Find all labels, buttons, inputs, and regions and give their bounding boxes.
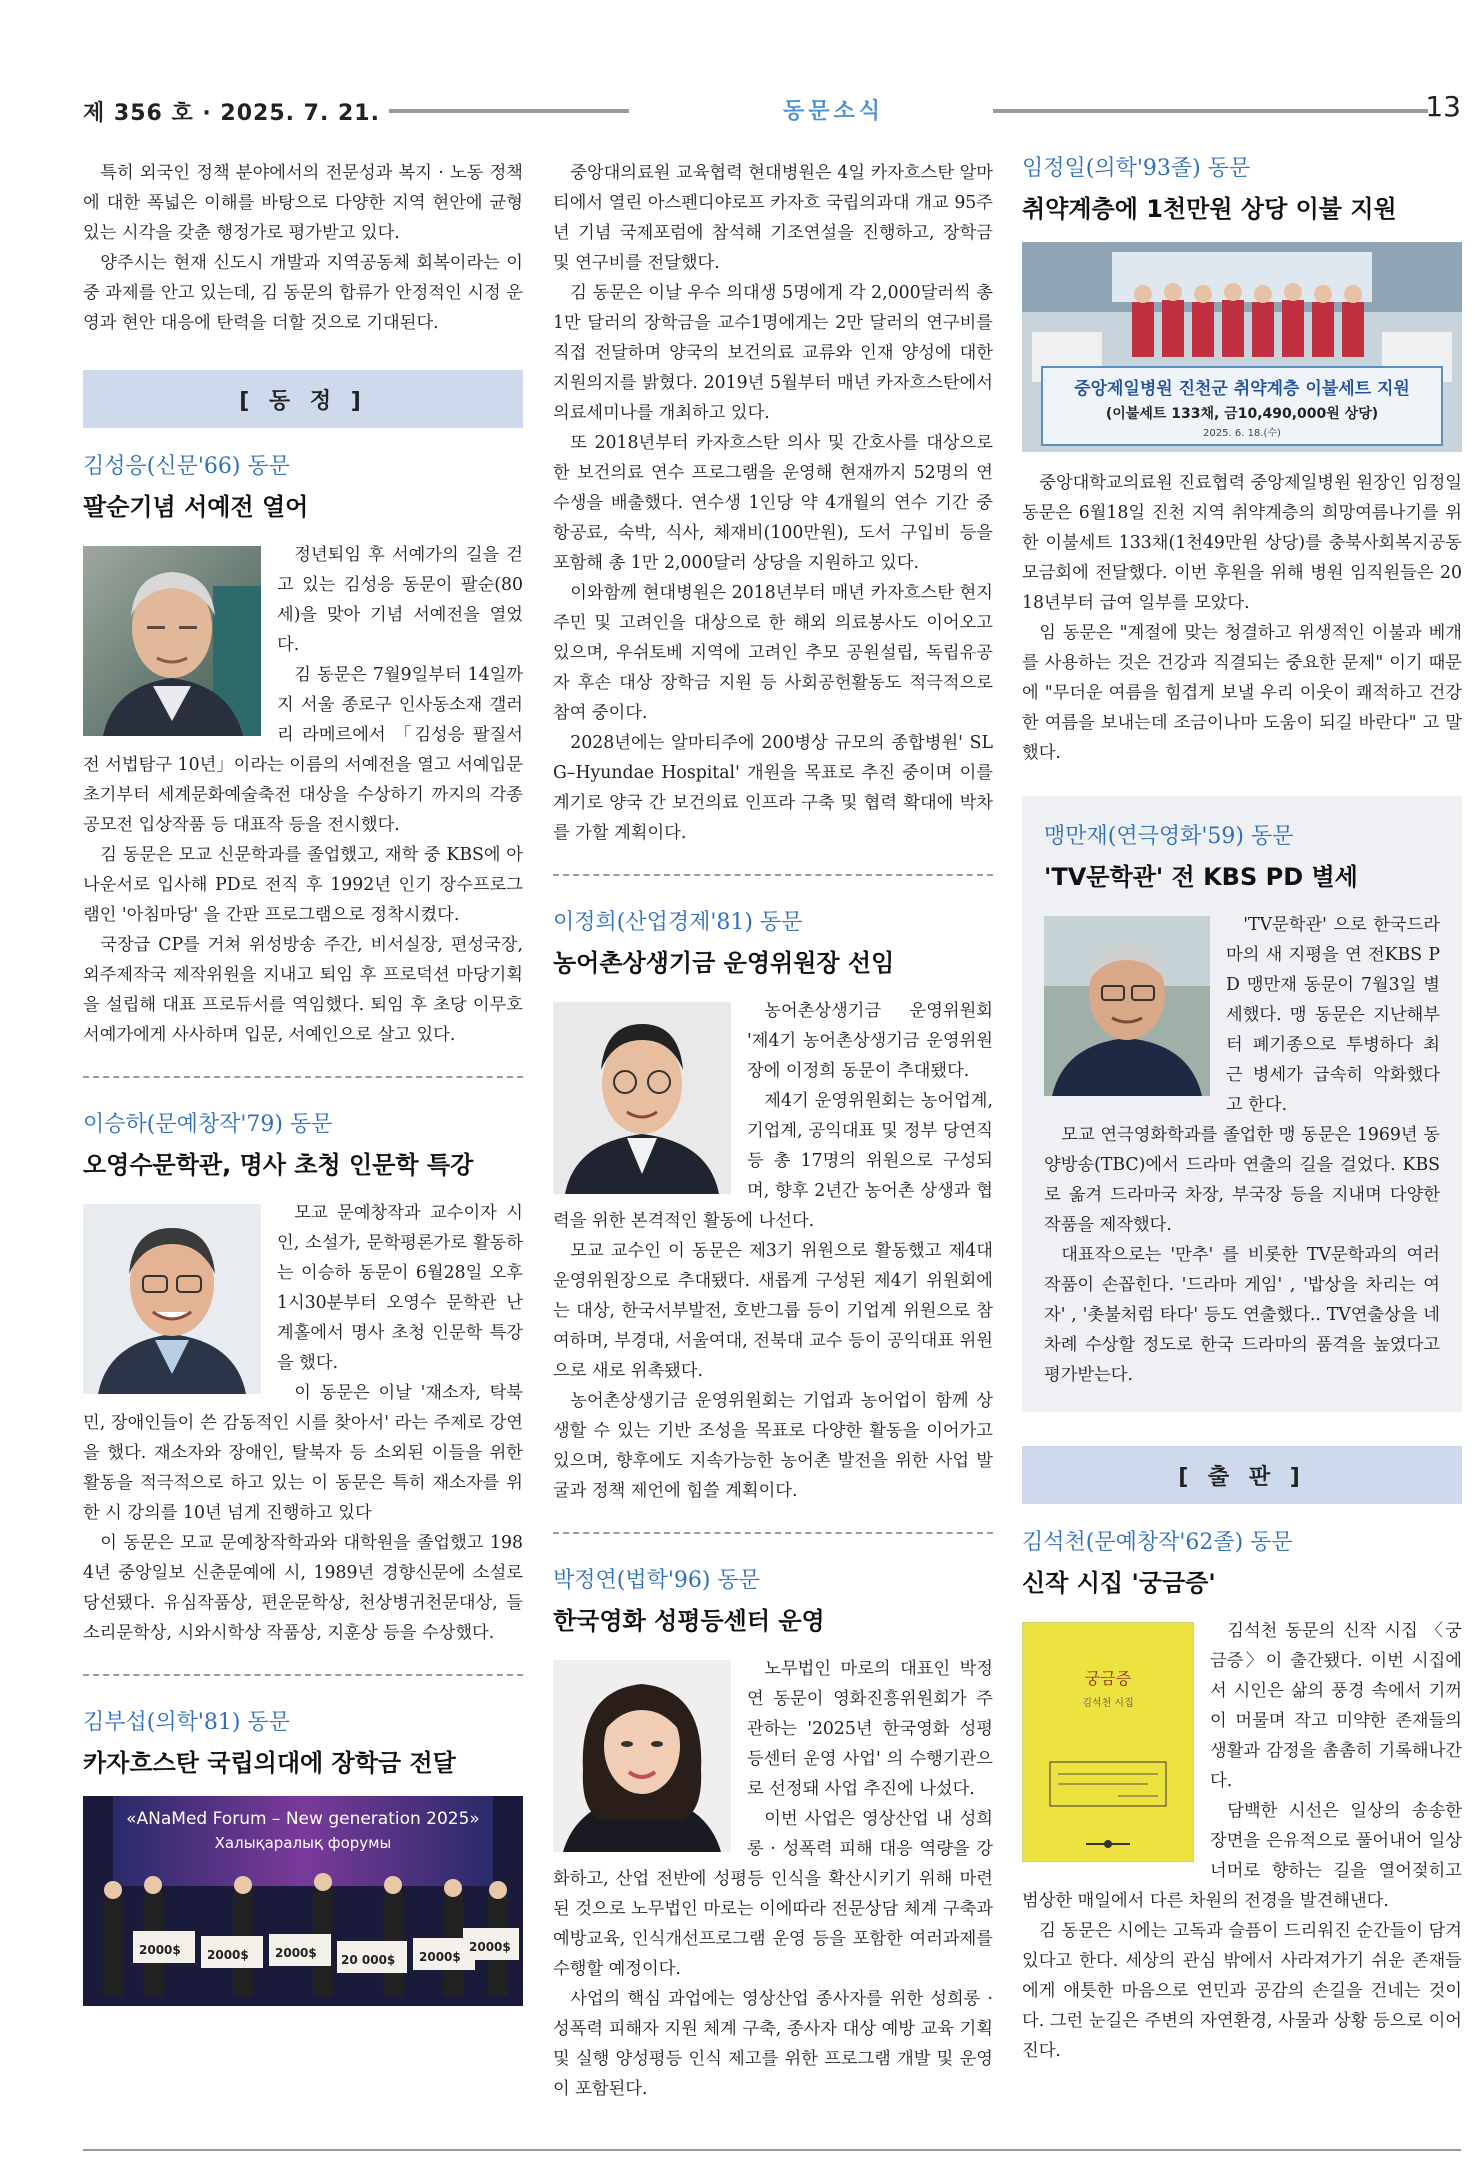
portrait-photo bbox=[83, 546, 261, 736]
article-lim-jeongil bbox=[1022, 152, 1462, 768]
article-headline: 신작 시집 '궁금증' bbox=[1022, 1569, 1216, 1597]
article-headline: 팔순기념 서예전 열어 bbox=[83, 493, 309, 521]
article-headline: 한국영화 성평등센터 운영 bbox=[553, 1607, 825, 1635]
article-box-maeng-manjae bbox=[1022, 796, 1462, 1412]
article-headline: 카자흐스탄 국립의대에 장학금 전달 bbox=[83, 1749, 456, 1777]
article-paragraph: 김 동문은 7월9일부터 14일까지 서울 종로구 인사동소재 갤러리 라메르에서 「김성응 팔질서전 서법탐구 10년」이라는 이름의 서예전을 열고 서예입문 초기부터 세계문화예술축전 대상을 수상하기 까지의 각종 공모전 입상작품 등 대표작 등을 전시했다. bbox=[83, 665, 523, 835]
portrait-photo bbox=[83, 1204, 261, 1394]
article-paragraph: 또 2018년부터 카자흐스탄 의사 및 간호사를 대상으로 한 보건의료 연수 프로그램을 운영해 현재까지 52명의 연수생을 배출했다. 연수생 1인당 약 4개월의 연수 기간 중 항공료, 숙박, 식사, 체재비(100만원), 도서 구입비 등을 포함해 총 1만 2,000달러 상당을 지원하고 있다. bbox=[553, 433, 993, 573]
article-kim-seongeung bbox=[83, 450, 523, 1050]
article-paragraph: 사업의 핵심 과업에는 영상산업 종사자를 위한 성희롱 · 성폭력 피해자 지원 체계 구축, 종사자 대상 예방 교육 기획 및 실행 양성평등 인식 제고를 위한 프로그램 개발 및 운영이 포함된다. bbox=[553, 1989, 993, 2099]
footer-rule bbox=[83, 2149, 1461, 2151]
article-paragraph: 임 동문은 "계절에 맞는 청결하고 위생적인 이불과 베개를 사용하는 것은 건강과 직결되는 중요한 문제" 이기 때문에 "무더운 여름을 힘겹게 보낼 우리 이웃이 쾌적하고 건강한 여름을 보내는데 조금이나마 도움이 되길 바란다" 고 말했다. bbox=[1022, 623, 1462, 763]
article-name: 김성응(신문'66) 동문 bbox=[83, 454, 290, 479]
section-band-publication: [ 출 판 ] bbox=[1022, 1446, 1462, 1504]
article-paragraph: 정년퇴임 후 서예가의 길을 걷고 있는 김성응 동문이 팔순(80세)을 맞아 기념 서예전을 열었다. bbox=[277, 545, 523, 655]
article-separator bbox=[83, 1674, 523, 1676]
article-headline: 오영수문학관, 명사 초청 인문학 특강 bbox=[83, 1151, 474, 1179]
article-paragraph: 모교 연극영화학과를 졸업한 맹 동문은 1969년 동양방송(TBC)에서 드라마 연출의 길을 걸었다. KBS로 옮겨 드라마국 차장, 부국장 등을 지내며 다양한 작품을 제작했다. bbox=[1044, 1125, 1440, 1235]
forum-banner-text: «ANaMed Forum – New generation 2025» bbox=[126, 1809, 480, 1829]
forum-photo bbox=[83, 1796, 523, 2006]
article-paragraph: 농어촌상생기금 운영위원회는 기업과 농어업이 함께 상생할 수 있는 기반 조성을 목표로 다양한 활동을 이어가고 있으며, 향후에도 지속가능한 농어촌 발전을 위한 사업 발굴과 정책 제언에 힘쓸 계획이다. bbox=[553, 1391, 993, 1501]
article-paragraph: 중앙대의료원 교육협력 현대병원은 4일 카자흐스탄 알마티에서 열린 아스펜디야로프 카자흐 국립의과대 개교 95주년 기념 국제포럼에 참석해 기조연설을 진행하고, 장학금 및 연구비를 전달했다. bbox=[553, 163, 993, 273]
article-paragraph: 김석천 동문의 신작 시집 〈궁금증〉이 출간됐다. 이번 시집에서 시인은 삶의 풍경 속에서 기꺼이 머물며 작고 미약한 존재들의 생활과 감정을 촘촘히 기록해나간다. bbox=[1210, 1621, 1462, 1791]
article-name: 맹만재(연극영화'59) 동문 bbox=[1044, 824, 1294, 849]
book-author: 김석천 시집 bbox=[1082, 1698, 1134, 1709]
donation-banner-detail: (이불세트 133채, 금10,490,000원 상당) bbox=[1105, 406, 1379, 422]
article-paragraph: 중앙대학교의료원 진료협력 중앙제일병원 원장인 임정일 동문은 6월18일 진천 지역 취약계층의 희망여름나기를 위한 이불세트 133채(1천49만원 상당)를 충북사회복지공동모금회에 전달했다. 이번 후원을 위해 병원 임직원들은 2018년부터 급여 일부를 모았다. bbox=[1022, 473, 1462, 613]
article-separator bbox=[83, 1076, 523, 1078]
intro-paragraph: 양주시는 현재 신도시 개발과 지역공동체 회복이라는 이중 과제를 안고 있는데, 김 동문의 합류가 안정적인 시정 운영과 현안 대응에 탄력을 더할 것으로 기대된다. bbox=[83, 253, 523, 333]
portrait-photo bbox=[553, 1002, 731, 1194]
article-name: 박정연(법학'96) 동문 bbox=[553, 1568, 760, 1593]
header-rule-right bbox=[993, 109, 1428, 113]
column-3 bbox=[1022, 152, 1462, 2066]
donation-banner-title: 중앙제일병원 진천군 취약계층 이불세트 지원 bbox=[1074, 379, 1410, 399]
article-lee-seungha bbox=[83, 1108, 523, 1648]
article-paragraph: 농어촌상생기금 운영위원회 '제4기 농어촌상생기금 운영위원장에 이정희 동문이 추대됐다. bbox=[747, 1001, 993, 1081]
header-rule-left bbox=[389, 109, 629, 113]
article-name: 임정일(의학'93졸) 동문 bbox=[1022, 156, 1251, 181]
article-kim-buseop bbox=[83, 1706, 523, 2006]
issue-date: 제 356 호 · 2025. 7. 21. bbox=[83, 101, 380, 126]
donation-photo bbox=[1022, 242, 1462, 452]
portrait-photo bbox=[1044, 916, 1210, 1096]
page-number: 13 bbox=[1425, 90, 1461, 123]
article-headline: 취약계층에 1천만원 상당 이불 지원 bbox=[1022, 195, 1397, 223]
cheque-label: 2000$ bbox=[469, 1940, 511, 1954]
article-lee-jeonghee bbox=[553, 906, 993, 1506]
book-cover bbox=[1022, 1622, 1194, 1862]
article-paragraph: 이번 사업은 영상산업 내 성희롱 · 성폭력 피해 대응 역량을 강화하고, 산업 전반에 성평등 인식을 확산시키기 위해 마련된 것으로 노무법인 마로는 이에따라 전문상담 체계 구축과 예방교육, 인식개선프로그램 운영 등을 포함한 여러과제를 수행할 예정이다. bbox=[553, 1809, 993, 1979]
column-2 bbox=[553, 158, 993, 2104]
article-name: 이승하(문예창작'79) 동문 bbox=[83, 1112, 333, 1137]
article-separator bbox=[553, 1532, 993, 1534]
article-paragraph: 2028년에는 알마티주에 200병상 규모의 종합병원' SLG–Hyundae Hospital' 개원을 목표로 추진 중이며 이를 계기로 양국 간 보건의료 인프라 구축 및 협력 확대에 박차를 가할 계획이다. bbox=[553, 733, 993, 843]
article-paragraph: 김 동문은 모교 신문학과를 졸업했고, 재학 중 KBS에 아나운서로 입사해 PD로 전직 후 1992년 인기 장수프로그램인 '아침마당' 을 간판 프로그램으로 정착시켰다. bbox=[83, 845, 523, 925]
article-paragraph: 노무법인 마로의 대표인 박정연 동문이 영화진흥위원회가 주관하는 '2025년 한국영화 성평등센터 운영 사업' 의 수행기관으로 선정돼 사업 추진에 나섰다. bbox=[747, 1659, 993, 1799]
forum-banner-subtext: Халықаралық форумы bbox=[214, 1834, 392, 1852]
article-paragraph: 모교 교수인 이 동문은 제3기 위원으로 활동했고 제4대 운영위원장으로 추대됐다. 새롭게 구성된 제4기 위원회에는 대상, 한국서부발전, 호반그룹 등이 기업계 위원으로 참여하며, 부경대, 서울여대, 전북대 교수 등이 공익대표 위원으로 새로 위촉됐다. bbox=[553, 1241, 993, 1381]
cheque-label: 2000$ bbox=[207, 1948, 249, 1962]
article-name: 이정희(산업경제'81) 동문 bbox=[553, 910, 803, 935]
cheque-label: 2000$ bbox=[275, 1946, 317, 1960]
article-separator bbox=[553, 874, 993, 876]
article-paragraph: 'TV문학관' 으로 한국드라마의 새 지평을 연 전KBS PD 맹만재 동문이 7월3일 별세했다. 맹 동문은 지난해부터 폐기종으로 투병하다 최근 병세가 급속히 악화했다고 한다. bbox=[1226, 915, 1440, 1115]
intro-paragraph: 특히 외국인 정책 분야에서의 전문성과 복지 · 노동 정책에 대한 폭넓은 이해를 바탕으로 다양한 지역 현안에 균형 있는 시각을 갖춘 행정가로 평가받고 있다. bbox=[83, 163, 523, 243]
article-park-jeongyeon bbox=[553, 1564, 993, 2104]
article-paragraph: 제4기 운영위원회는 농어업계, 기업계, 공익대표 및 정부 당연직 등 총 17명의 위원으로 구성되며, 향후 2년간 농어촌 상생과 협력을 위한 본격적인 활동에 나선다. bbox=[553, 1091, 993, 1231]
section-title: 동문소식 bbox=[783, 99, 885, 124]
article-kim-seokcheon bbox=[1022, 1526, 1462, 2066]
article-paragraph: 담백한 시선은 일상의 송송한 장면을 은유적으로 풀어내어 일상 너머로 향하는 길을 열어젖히고 범상한 매일에서 다른 차원의 전경을 발견해낸다. bbox=[1022, 1801, 1462, 1911]
article-paragraph: 김 동문은 이날 우수 의대생 5명에게 각 2,000달러씩 총 1만 달러의 장학금을 교수1명에게는 2만 달러의 연구비를 직접 전달하며 양국의 보건의료 교류와 인재 양성에 대한 지원의지를 밝혔다. 2019년 5월부터 매년 카자흐스탄에서 의료세미나를 개최하고 있다. bbox=[553, 283, 993, 423]
article-headline: 농어촌상생기금 운영위원장 선임 bbox=[553, 949, 895, 977]
article-paragraph: 국장급 CP를 거쳐 위성방송 주간, 비서실장, 편성국장, 외주제작국 제작위원을 지내고 퇴임 후 프로덕션 마당기획을 설립해 대표 프로듀서를 역임했다. 퇴임 후 초당 이무호 서예가에게 사사하며 입문, 서예인으로 살고 있다. bbox=[83, 935, 523, 1045]
article-headline: 'TV문학관' 전 KBS PD 별세 bbox=[1044, 863, 1358, 891]
portrait-photo bbox=[553, 1660, 731, 1852]
section-band-news: [ 동 정 ] bbox=[83, 370, 523, 428]
article-paragraph: 김 동문은 시에는 고독과 슬픔이 드리워진 순간들이 담겨있다고 한다. 세상의 관심 밖에서 사라져가기 쉬운 존재들에게 애틋한 마음으로 연민과 공감의 손길을 건네는 것이다. 그런 눈길은 주변의 자연환경, 사물과 상황 등으로 이어진다. bbox=[1022, 1921, 1462, 2061]
article-paragraph: 이 동문은 모교 문예창작학과와 대학원을 졸업했고 1984년 중앙일보 신춘문예에 시, 1989년 경향신문에 소설로 당선됐다. 유심작품상, 편운문학상, 천상병귀천문대상, 들소리문학상, 시와시학상 작품상, 지훈상 등을 수상했다. bbox=[83, 1533, 523, 1643]
article-name: 김석천(문예창작'62졸) 동문 bbox=[1022, 1530, 1293, 1555]
book-title: 궁금증 bbox=[1084, 1669, 1132, 1688]
article-paragraph: 대표작으로는 '만추' 를 비롯한 TV문학과의 여러 작품이 손꼽힌다. '드라마 게임' , '밥상을 차리는 여자' , '촛불처럼 타다' 등도 연출했다.. TV연출상을 네 차례 수상할 정도로 한국 드라마의 품격을 높였다고 평가받는다. bbox=[1044, 1245, 1440, 1385]
cheque-label: 2000$ bbox=[139, 1943, 181, 1957]
article-paragraph: 이와함께 현대병원은 2018년부터 매년 카자흐스탄 현지 주민 및 고려인을 대상으로 한 해외 의료봉사도 이어오고 있으며, 우쉬토베 지역에 고려인 추모 공원설립, 독립유공자 후손 대상 장학금 지원 등 사회공헌활동도 적극적으로 참여 중이다. bbox=[553, 583, 993, 723]
column-1 bbox=[83, 158, 523, 2006]
cheque-label: 2000$ bbox=[419, 1950, 461, 1964]
article-paragraph: 이 동문은 이날 '재소자, 탁북민, 장애인들이 쓴 감동적인 시를 찾아서' 라는 주제로 강연을 했다. 재소자와 장애인, 탈북자 등 소외된 이들을 위한 활동을 적극적으로 하고 있는 이 동문은 특히 재소자를 위한 시 강의를 10년 넘게 진행하고 있다 bbox=[83, 1383, 523, 1523]
article-name: 김부섭(의학'81) 동문 bbox=[83, 1710, 290, 1735]
donation-banner-date: 2025. 6. 18.(수) bbox=[1203, 428, 1281, 439]
article-paragraph: 모교 문예창작과 교수이자 시인, 소설가, 문학평론가로 활동하는 이승하 동문이 6월28일 오후1시30분부터 오영수 문학관 난계홀에서 명사 초청 인문학 특강을 했다. bbox=[277, 1203, 523, 1373]
page-header bbox=[83, 88, 1461, 128]
cheque-label: 20 000$ bbox=[341, 1953, 396, 1967]
